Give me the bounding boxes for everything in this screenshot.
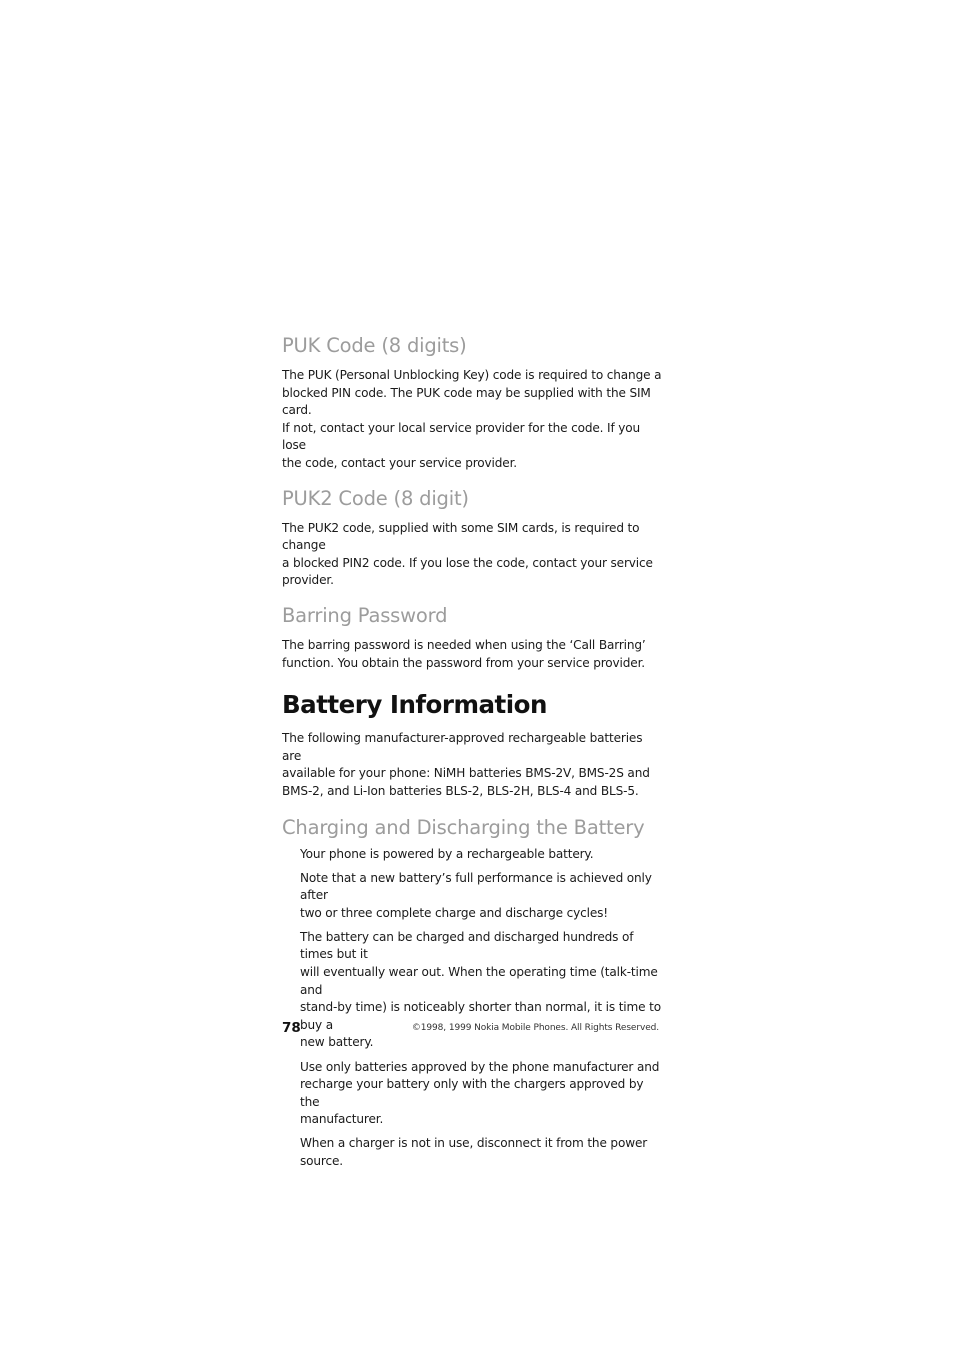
battery-heading: Battery Information bbox=[282, 690, 547, 720]
text-line: a blocked PIN2 code. If you lose the code, contact your service bbox=[282, 555, 653, 570]
copyright-notice: ©1998, 1999 Nokia Mobile Phones. All Rights Reserved. bbox=[411, 1023, 659, 1033]
page-content bbox=[282, 332, 662, 1177]
barring-paragraph bbox=[282, 637, 662, 672]
text-line: The PUK2 code, supplied with some SIM cards, is required to change bbox=[282, 520, 640, 553]
text-line: The PUK (Personal Unblocking Key) code is required to change a bbox=[282, 368, 662, 382]
page-number: 78 bbox=[282, 1020, 301, 1036]
puk2-paragraph bbox=[282, 520, 662, 590]
text-line: blocked PIN code. The PUK code may be supplied with the SIM card. bbox=[282, 385, 651, 418]
text-line: will eventually wear out. When the operating time (talk-time and bbox=[300, 965, 658, 997]
text-line: available for your phone: NiMH batteries BMS-2V, BMS-2S and bbox=[282, 766, 650, 781]
charging-paragraph bbox=[300, 1135, 662, 1170]
text-line: provider. bbox=[282, 573, 334, 588]
charging-heading: Charging and Discharging the Battery bbox=[282, 815, 645, 839]
text-line: The following manufacturer-approved rechargeable batteries are bbox=[282, 731, 643, 763]
text-line: the code, contact your service provider. bbox=[282, 455, 517, 470]
text-line: function. You obtain the password from your service provider. bbox=[282, 655, 645, 670]
charging-paragraph bbox=[300, 870, 662, 923]
text-line: new battery. bbox=[300, 1035, 374, 1050]
text-line: manufacturer. bbox=[300, 1112, 384, 1127]
battery-paragraph bbox=[282, 730, 662, 800]
puk-heading: PUK Code (8 digits) bbox=[282, 334, 467, 357]
text-line: When a charger is not in use, disconnect it from the power source. bbox=[300, 1136, 648, 1168]
text-line: The battery can be charged and discharged hundreds of times but it bbox=[300, 929, 634, 962]
text-line: recharge your battery only with the chargers approved by the bbox=[300, 1077, 644, 1109]
charging-paragraph bbox=[300, 846, 662, 864]
puk-paragraph bbox=[282, 367, 662, 473]
charging-paragraph bbox=[300, 929, 662, 1052]
text-line: Your phone is powered by a rechargeable battery. bbox=[300, 846, 594, 861]
text-line: If not, contact your local service provider for the code. If you lose bbox=[282, 420, 641, 453]
charging-paragraph bbox=[300, 1059, 662, 1129]
text-line: Use only batteries approved by the phone manufacturer and bbox=[300, 1059, 660, 1074]
puk2-heading: PUK2 Code (8 digit) bbox=[282, 486, 469, 510]
barring-heading: Barring Password bbox=[282, 603, 448, 627]
text-line: The barring password is needed when using the ‘Call Barring’ bbox=[282, 637, 646, 652]
text-line: Note that a new battery’s full performance is achieved only after bbox=[300, 870, 652, 903]
text-line: two or three complete charge and discharge cycles! bbox=[300, 905, 608, 920]
text-line: BMS-2, and Li-Ion batteries BLS-2, BLS-2H, BLS-4 and BLS-5. bbox=[282, 783, 639, 798]
text-line: stand-by time) is noticeably shorter than normal, it is time to buy a bbox=[300, 1000, 661, 1032]
